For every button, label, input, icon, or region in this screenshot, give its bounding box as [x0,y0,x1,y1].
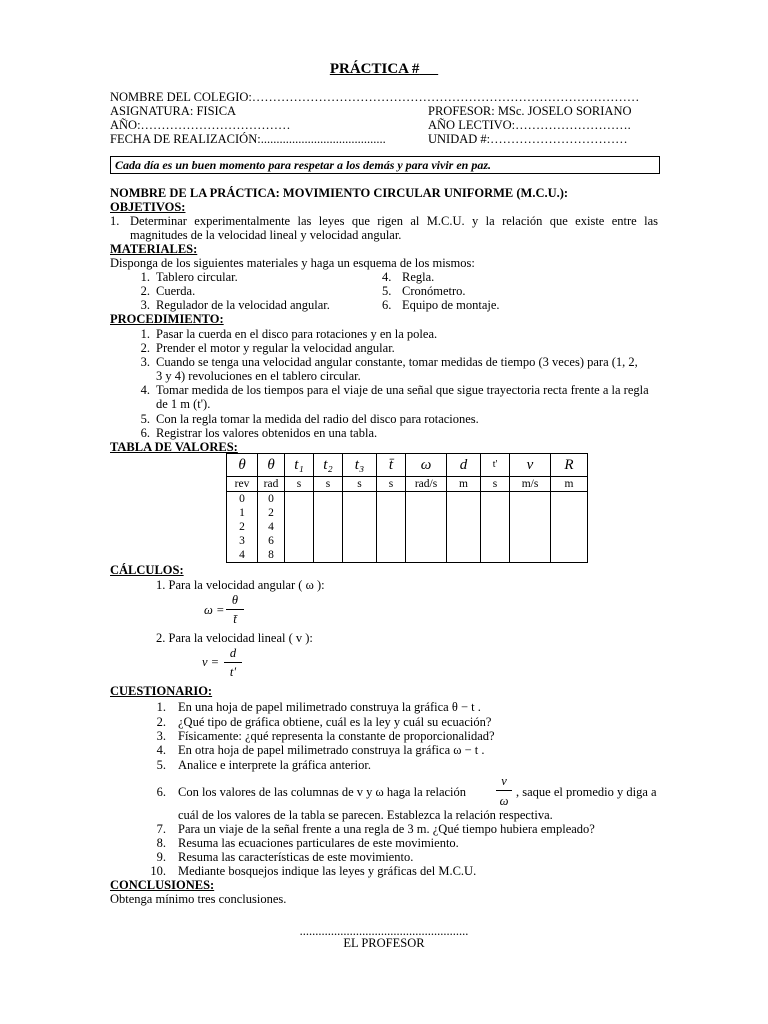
material-number: 6. [382,298,392,312]
angular-velocity-numerator: θ [231,593,239,607]
question-text-continuation: cuál de los valores de la tabla se parecen. Establezca la relación respectiva. [178,808,553,822]
date-field: FECHA DE REALIZACIÓN:........................................ [110,132,386,146]
linear-velocity-denominator: t' [229,665,237,679]
objective-number: 1. [110,214,120,228]
table-row [227,520,588,534]
subject-field: ASIGNATURA: FISICA [110,104,237,118]
linear-velocity-lhs: v = [202,655,220,669]
table-unit-cell: s [314,477,343,492]
table-header-cell: t₁ [285,454,314,477]
question-number: 10. [150,864,166,878]
procedure-number: 4. [140,383,150,397]
motto-box: Cada día es un buen momento para respetar a los demás y para vivir en paz. [110,156,660,174]
table-header-cell: v [510,454,551,477]
ratio-numerator: v [501,774,507,788]
table-row [227,506,588,520]
procedure-step: Registrar los valores obtenidos en una tabla. [156,426,378,440]
question-number: 3. [156,729,166,743]
question-text: En una hoja de papel milimetrado construya la gráfica θ − t . [178,700,481,714]
procedure-number: 6. [140,426,150,440]
table-unit-cell: m/s [510,477,551,492]
school-year-field: AÑO LECTIVO:………………………. [428,118,631,132]
procedure-number: 5. [140,412,150,426]
question-number: 6. [156,785,166,799]
table-header-cell: R [551,454,588,477]
material-number: 2. [140,284,150,298]
table-header-cell: t₂ [314,454,343,477]
question-text: Físicamente: ¿qué representa la constante de proporcionalidad? [178,729,495,743]
table-cell: 3 [227,534,258,548]
procedure-step: Pasar la cuerda en el disco para rotaciones y en la polea. [156,327,438,341]
table-row [227,548,588,563]
procedure-step: Cuando se tenga una velocidad angular constante, tomar medidas de tiempo (3 veces) para (1, 2, [156,355,638,369]
table-cell: 1 [227,506,258,520]
objectives-heading: OBJETIVOS: [110,200,186,214]
values-table [226,453,588,563]
table-cell: 6 [258,534,285,548]
table-unit-cell: rad [258,477,285,492]
signature-label: EL PROFESOR [343,936,425,950]
question-text: ¿Qué tipo de gráfica obtiene, cuál es la ley y cuál su ecuación? [178,715,492,729]
question-text: Resuma las ecuaciones particulares de este movimiento. [178,836,459,850]
material-item: Cuerda. [156,284,196,298]
table-unit-cell: s [343,477,377,492]
question-number: 5. [156,758,166,772]
unit-field: UNIDAD #:…………………………… [428,132,628,146]
conclusions-text: Obtenga mínimo tres conclusiones. [110,892,287,906]
practice-name: NOMBRE DE LA PRÁCTICA: MOVIMIENTO CIRCULAR UNIFORME (M.C.U.): [110,186,569,200]
table-row [227,534,588,548]
table-unit-cell: m [447,477,481,492]
angular-velocity-denominator: t̄ [233,612,237,626]
year-field: AÑO:……………………………… [110,118,291,132]
material-item: Regulador de la velocidad angular. [156,298,330,312]
material-number: 4. [382,270,392,284]
table-row [227,492,588,507]
table-header-cell: t̄ [377,454,406,477]
table-heading: TABLA DE VALORES: [110,440,238,454]
page-title: PRÁCTICA # [329,61,420,77]
question-text: Con los valores de las columnas de v y ω haga la relación [178,785,467,799]
table-symbol-row [227,454,588,477]
fraction-bar [226,609,244,610]
question-text: Resuma las características de este movimiento. [178,850,414,864]
table-unit-cell: m [551,477,588,492]
procedure-number: 3. [140,355,150,369]
calculations-heading: CÁLCULOS: [110,563,184,577]
table-unit-cell: rad/s [406,477,447,492]
material-number: 3. [140,298,150,312]
question-number: 1. [156,700,166,714]
question-text: En otra hoja de papel milimetrado construya la gráfica ω − t . [178,743,485,757]
material-item: Regla. [402,270,435,284]
procedure-step-continuation: de 1 m (t'). [156,397,211,411]
materials-intro: Disponga de los siguientes materiales y haga un esquema de los mismos: [110,256,475,270]
table-unit-cell: s [285,477,314,492]
objective-line-2: magnitudes de la velocidad lineal y velocidad angular. [130,228,402,242]
procedure-step: Tomar medida de los tiempos para el viaje de una señal que sigue trayectoria recta frente a la regla [156,383,649,397]
question-text: Analice e interprete la gráfica anterior. [178,758,371,772]
angular-velocity-lhs: ω = [204,603,225,617]
question-number: 2. [156,715,166,729]
fraction-bar [496,790,512,791]
materials-heading: MATERIALES: [110,242,198,256]
calc-item-angular: 1. Para la velocidad angular ( ω ): [156,578,325,592]
procedure-number: 1. [140,327,150,341]
table-header-cell: θ [227,454,258,477]
conclusions-heading: CONCLUSIONES: [110,878,215,892]
table-header-cell: d [447,454,481,477]
table-units-row [227,477,588,492]
table-unit-cell: s [377,477,406,492]
teacher-field: PROFESOR: MSc. JOSELO SORIANO [428,104,632,118]
question-text: , saque el promedio y diga a [516,785,657,799]
material-number: 1. [140,270,150,284]
table-unit-cell: rev [227,477,258,492]
table-unit-cell: s [481,477,510,492]
table-cell: 0 [258,492,285,507]
table-cell: 4 [227,548,258,563]
table-header-cell: t' [481,454,510,477]
material-item: Cronómetro. [402,284,466,298]
question-number: 9. [156,850,166,864]
questionnaire-heading: CUESTIONARIO: [110,684,213,698]
procedure-step-continuation: 3 y 4) revoluciones en el tablero circular. [156,369,361,383]
procedure-step: Prender el motor y regular la velocidad angular. [156,341,395,355]
material-item: Equipo de montaje. [402,298,500,312]
table-cell: 2 [258,506,285,520]
table-cell: 2 [227,520,258,534]
material-item: Tablero circular. [156,270,238,284]
table-header-cell: t₃ [343,454,377,477]
fraction-bar [224,662,242,663]
ratio-denominator: ω [499,794,509,808]
signature-line: ...................................................... [299,924,469,938]
calc-item-linear: 2. Para la velocidad lineal ( v ): [156,631,313,645]
procedure-number: 2. [140,341,150,355]
question-number: 4. [156,743,166,757]
linear-velocity-numerator: d [229,646,237,660]
procedure-heading: PROCEDIMIENTO: [110,312,224,326]
school-name-field: NOMBRE DEL COLEGIO:………………………………………………………………………………… [110,90,640,104]
table-header-cell: θ [258,454,285,477]
table-cell: 8 [258,548,285,563]
question-text: Mediante bosquejos indique las leyes y gráficas del M.C.U. [178,864,477,878]
question-number: 7. [156,822,166,836]
material-number: 5. [382,284,392,298]
objective-line-1: Determinar experimentalmente las leyes que rigen al M.C.U. y la relación que existe entre las [130,214,658,228]
table-cell: 0 [227,492,258,507]
question-text: Para un viaje de la señal frente a una regla de 3 m. ¿Qué tiempo hubiera empleado? [178,822,595,836]
table-cell: 4 [258,520,285,534]
question-number: 8. [156,836,166,850]
procedure-step: Con la regla tomar la medida del radio del disco para rotaciones. [156,412,479,426]
table-header-cell: ω [406,454,447,477]
